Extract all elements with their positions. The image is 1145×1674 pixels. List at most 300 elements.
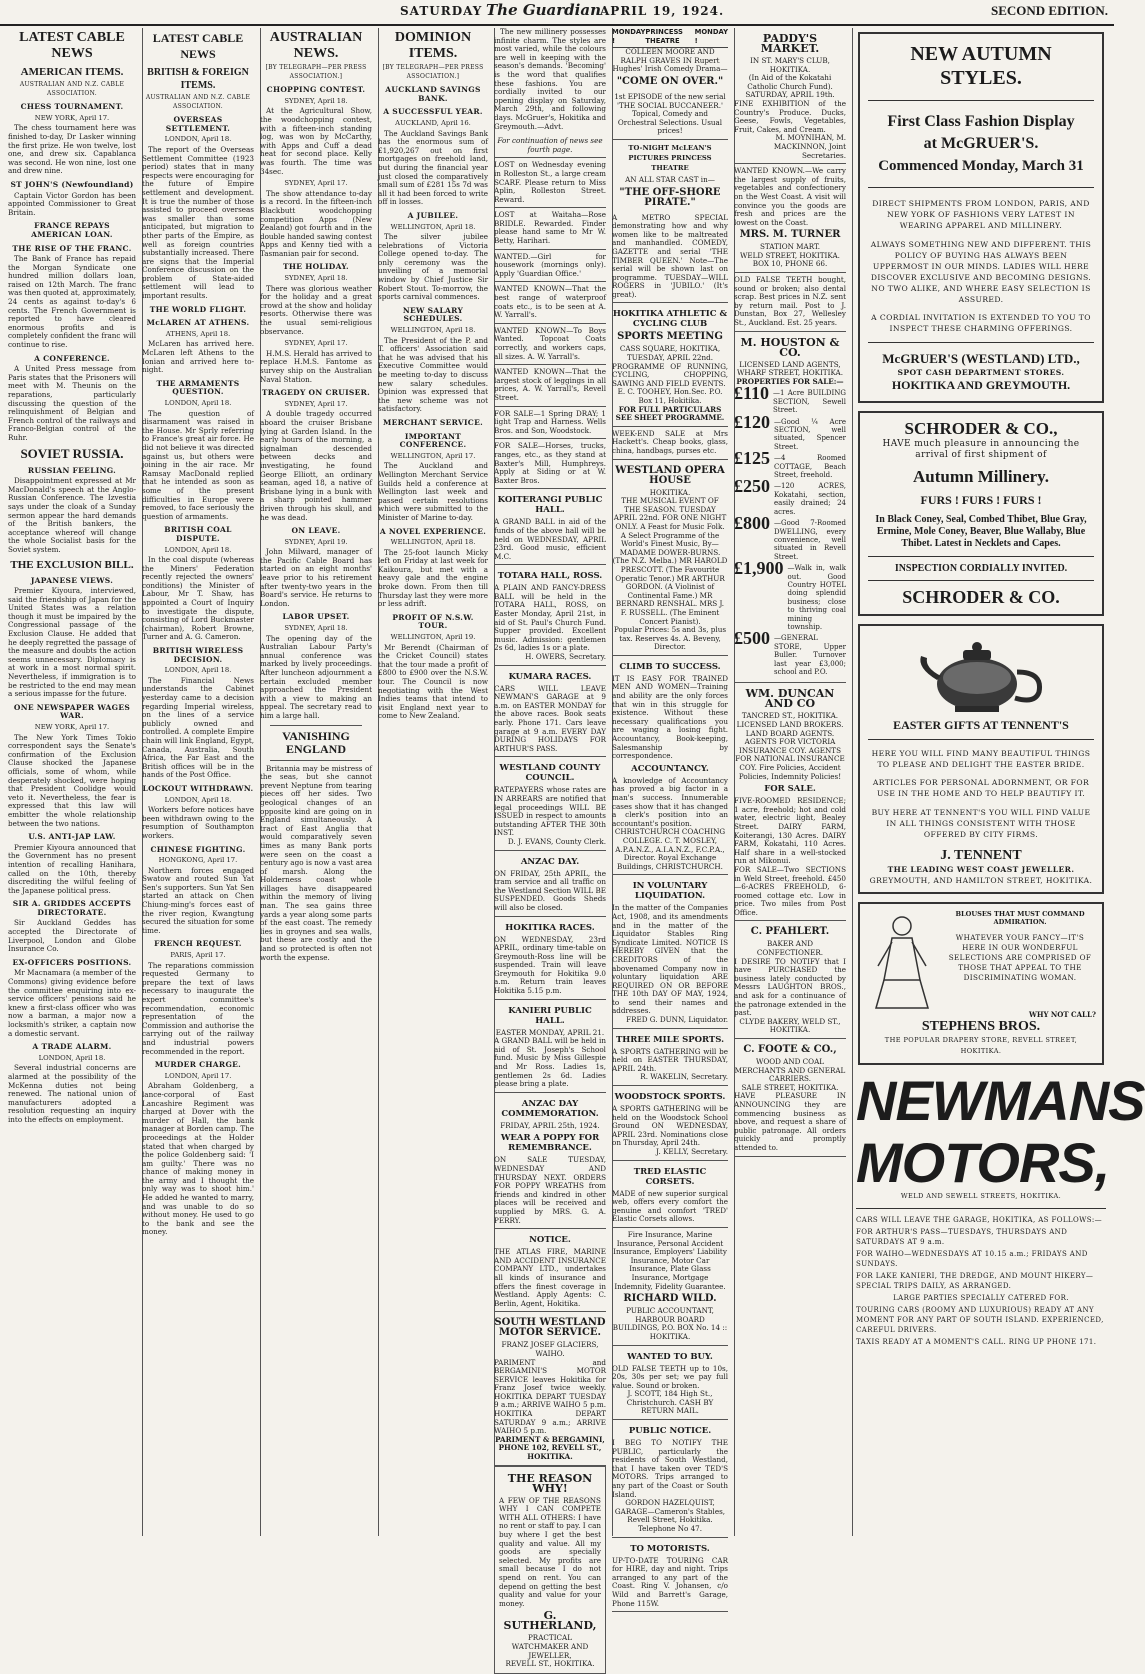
article-heading: TRAGEDY ON CRUISER. <box>261 388 371 398</box>
column-classifieds-2 <box>612 28 735 1608</box>
ad-text: In Black Coney, Seal, Combed Thibet, Blue Gray, Ermine, Mole Coney, Beaver, Blue Wallaby, Blue Thibet. Latest in Necklets and Capes. <box>875 514 1087 550</box>
dateline: WELLINGTON, April 17. <box>390 451 476 460</box>
ad-heading: IN VOLUNTARY LIQUIDATION. <box>632 881 708 902</box>
sports-ad <box>612 1086 728 1161</box>
newmans-logo: NEWMANS <box>856 1068 1145 1132</box>
article-heading: THE RISE OF THE FRANC. <box>12 243 132 253</box>
ad-footer: FOR FULL PARTICULARS SEE SHEET PROGRAMME. <box>615 404 725 423</box>
wanted-ad: WANTED.—Girl for housework (mornings only). Apply 'Guardian Office.' <box>494 250 606 283</box>
ad-heading: WESTLAND OPERA HOUSE <box>615 464 725 486</box>
article-heading: MERCHANT SERVICE. <box>383 417 483 427</box>
ad-text: A GRAND BALL in aid of the funds of the above hall will be held on WEDNESDAY, APRIL 23rd. Good music, efficient M.C. <box>494 517 606 561</box>
ad-text: ARTICLES FOR PERSONAL ADORNMENT, OR FOR USE IN THE HOME AND TO HELP BEAUTIFY IT. <box>872 778 1090 799</box>
ad-text: PUBLIC ACCOUNTANT, HARBOUR BOARD BUILDINGS, P.O. BOX No. 14 :: HOKITIKA. <box>612 1306 728 1341</box>
ad-text: A FEW OF THE REASONS WHY I CAN COMPETE WITH ALL OTHERS: I have no rent or staff to pay. I can buy where I get the best quality and value. All my goods are specially selected. My profits are small because I do not spend on rent. You can depend on getting the best quality and value for your money. <box>499 1495 601 1608</box>
masthead-title: The Guardian <box>486 1 601 19</box>
property-description: —GENERAL STORE, Upper Buller. Turnover last year £3,000; school and P.O. <box>774 634 846 676</box>
ad-text: 1st EPISODE of the new serial 'THE SOCIAL BUCCANEER.' Topical, Comedy and Orchestral Selections. Usual prices! <box>612 90 728 140</box>
ad-signature: GORDON HAZELQUIST, GARAGE—Cameron's Stables, Revell Street, Hokitika. Telephone No 47. <box>614 1498 726 1533</box>
property-price: £120 <box>734 411 770 432</box>
dateline: NEW YORK, April 17. <box>34 113 110 122</box>
ad-text: DIRECT SHIPMENTS FROM LONDON, PARIS, AND NEW YORK OF FASHIONS VERY LATEST IN WEARING APPAREL AND MILLINERY. <box>872 199 1090 230</box>
ad-date: SATURDAY, APRIL 19th. <box>745 90 835 100</box>
ad-subheading: THE POPULAR DRAPERY STORE, REVELL STREET, HOKITIKA. <box>884 1035 1078 1055</box>
ad-heading: HOKITIKA RACES. <box>505 922 595 933</box>
article-heading: PROFIT OF N.S.W. TOUR. <box>392 612 474 631</box>
article-text: A United Press message from Paris states that the Prisoners will meet with M. Theunis on the reparations, particularly discussing the question of the relinquishment of Belgian and French control of the railways and Franco-Belgian control of the Ruhr. <box>8 364 136 442</box>
ad-signature: E. C. TOOHEY, Hon.Sec. P.O. Box 11, Hokitika. <box>617 387 723 406</box>
ad-text: WANTED KNOWN.—We carry the largest supply of fruits, vegetables and confectionery on the West Coast. A visit will convince you the goods are fresh and prices are the lowest on the Coast. <box>734 166 846 227</box>
theatre-strip <box>612 28 728 48</box>
ad-heading: THE REASON WHY! <box>507 1471 593 1495</box>
article-heading: OVERSEAS SETTLEMENT. <box>165 115 231 133</box>
article-text: The report of the Overseas Settlement Committee (1923 period) states that in many respects were encouraging for the future of Empire settlement and development. It is true the number of those assisted to proceed overseas was smaller than some anticipated, but migration to other parts of the Empire, as well as foreign countries substantially increased. There are signs that the Imperial Conference discussion on the problem of State-aided settlement will lead to important results. <box>142 144 254 301</box>
ad-heading: at McGRUER'S. <box>923 135 1039 152</box>
ad-text: WHY NOT CALL? <box>1029 1009 1096 1019</box>
article-text: The chess tournament here was finished to-day, Dr Lasker winning the first prize. He won twelve, lost one, and drew six. Capablanca was second. He won nine, lost one and drew nine. <box>8 123 136 176</box>
property-description: —Walk in, walk out. Good Country HOTEL doing splendid business; close to thriving coal mining township. <box>787 564 846 631</box>
ad-heading: WANTED TO BUY. <box>627 1351 713 1362</box>
market-ad <box>734 28 846 164</box>
ad-signature: J. KELLY, Secretary. <box>656 1147 728 1156</box>
article-heading: NEW SALARY SCHEDULES. <box>402 305 464 324</box>
article-text: The question of disarmament was raised in the House. Mr Sprly referring to France's great air force. He did not believe it was directed against us, but others were joining in the air race. Mr Ramsay MacDonald replied that he intended as soon as some of the present difficulties in Europe were removed, to face seriously the question of armaments. <box>142 408 254 521</box>
ad-heading: KUMARA RACES. <box>508 671 592 682</box>
article-heading: A JUBILEE. <box>407 210 459 220</box>
article-heading: THE ARMAMENTS QUESTION. <box>156 378 240 397</box>
section-heading: SOVIET RUSSIA. <box>20 445 124 461</box>
article-subheading: IMPORTANT CONFERENCE. <box>399 431 467 450</box>
ad-signature: FRED G. DUNN, Liquidator. <box>626 1015 728 1025</box>
ad-text: FIVE-ROOMED RESIDENCE; 1 acre, freehold; hot and cold water, electric light, Bealey Street. DAIRY FARM, Koiterangi, 130 Acres. DAIRY FARM, Kokatahi, 110 Acres. Half share in a well-stocked run at Mikonui. <box>734 796 846 866</box>
ad-text: A CORDIAL INVITATION IS EXTENDED TO YOU TO INSPECT THESE CHARMING OFFERINGS. <box>871 313 1091 334</box>
ad-text: TOURING CARS (ROOMY AND LUXURIOUS) READY AT ANY MOMENT FOR ANY PART OF SOUTH ISLAND. EXPERIENCED, CAREFUL DRIVERS. <box>856 1305 1104 1334</box>
article-text: The new millinery possesses infinite charm. The styles are most varied, while the colours are well in keeping with the season's demands. 'Becoming' is the word that qualifies these fashions. You are cordially invited to our opening display on Saturday, March 29th, and following days. McGruer's, Hokitika and Greymouth.—Advt. <box>494 27 606 131</box>
dateline: ATHENS, April 18. <box>165 329 231 338</box>
ad-heading: BLOUSES THAT MUST COMMAND ADMIRATION. <box>955 909 1085 926</box>
ad-heading: Autumn Millinery. <box>912 467 1049 487</box>
dateline: SYDNEY, April 19. <box>284 537 348 546</box>
ad-text: PARIMENT and BERGAMINI'S MOTOR SERVICE leaves Hokitika for Franz Josef twice weekly. HOKITIKA DEPART TUESDAY 9 a.m.; ARRIVE WAIHO 5 p.m. HOKITIKA DEPART SATURDAY 9 a.m.; ARRIVE WAIHO 5 p.m. <box>494 1357 606 1436</box>
corsets-ad <box>612 1161 728 1228</box>
dateline: SYDNEY, April 17. <box>284 179 348 188</box>
ad-text: OLD FALSE TEETH up to 10s, 20s, 30s per set; we pay full value. Sound or broken. <box>612 1363 728 1390</box>
article-text: Northern forces engaged Swatow and routed Sun Yat Sen's supporters. Sun Yat Sen started an attack on Chen Chiung-ming's forces east of the river region, Kwangtung secured the situation for some time. <box>142 865 254 935</box>
property-description: —Good 7-Roomed DWELLING, every convenience, well situated in Revell Street. <box>774 519 846 561</box>
mcgruers-ad <box>858 32 1104 403</box>
film-title: "THE OFF-SHORE PIRATE." <box>619 186 721 208</box>
ad-text: HAVE much pleasure in announcing the arrival of first shipment of <box>882 439 1080 461</box>
dateline: WELLINGTON, April 19. <box>390 633 476 642</box>
dateline: PARIS, April 17. <box>170 951 226 960</box>
column-heading: DOMINION ITEMS. <box>394 30 472 61</box>
property-price: £110 <box>734 383 770 404</box>
column-display-ads <box>856 28 1145 1536</box>
ad-text: IT IS EASY FOR TRAINED MEN AND WOMEN—Training and ability are the only forces that win in this struggle for existence. Without these necessary qualifications you are waging a losing fight. Accountancy, Book-keeping, Salesmanship by correspondence. <box>612 673 728 761</box>
agency-line: [BY TELEGRAPH—PER PRESS ASSOCIATION.] <box>265 64 367 80</box>
ad-text: FINE EXHIBITION of the Country's Produce. Ducks, Geese, Fowls, Vegetables, Fruit, Cakes, and Cream. <box>734 98 846 134</box>
ad-signature: J. SCOTT, 184 High St., Christchurch. CASH BY RETURN MAIL. <box>626 1389 714 1416</box>
ad-text: A knowledge of Accountancy has proved a big factor in a man's success. Innumerable cases show that it has changed a clerk's position into an accountant's position. <box>612 775 728 828</box>
ad-text: WELD STREET, HOKITIKA. BOX 10, PHONE 66. <box>740 250 840 269</box>
article-heading: ONE NEWSPAPER WAGES WAR. <box>13 702 131 721</box>
column-british-items <box>142 28 261 1536</box>
continuation-note: For continuation of news see fourth page. <box>494 134 606 158</box>
article-heading: U.S. ANTI-JAP LAW. <box>28 832 116 842</box>
ad-text: HAVE PLEASURE IN ANNOUNCING they are commencing business as above, and request a share of public patronage. All orders quickly and promptly attended to. <box>734 1091 846 1152</box>
property-item <box>734 628 846 676</box>
article-heading: BRITISH COAL DISPUTE. <box>164 525 232 543</box>
ball-ad <box>494 565 606 665</box>
wanted-ad <box>612 1346 728 1421</box>
ad-heading: PUBLIC NOTICE. <box>628 1426 712 1437</box>
film-title: "COME ON OVER." <box>616 75 724 87</box>
ad-subheading: IN ST. MARY'S CLUB, HOKITIKA. <box>750 56 830 74</box>
dateline: NEW YORK, April 17. <box>34 723 110 731</box>
council-notice <box>494 757 606 850</box>
article-text: The President of the P. and T. officers' Association said that he was advised that his Executive Committee would be meeting to-day to discuss new salary schedules. Opinion was expressed that the new scheme was not satisfactory. <box>378 335 488 414</box>
ball-ad <box>494 1000 606 1093</box>
article-text: The New York Times Tokio correspondent says the Senate's confirmation of the Exclusion Clause shocked the Japanese officials, some of whom, while desperately shocked, were hoping that President Coolidge would veto it. Nevertheless, the fear is expressed that this law will embitter the whole relationship between the two nations. <box>8 732 136 828</box>
ad-text: TAXIS READY AT A MOMENT'S CALL. RING UP PHONE 171. <box>856 1337 1097 1346</box>
newmans-ad <box>856 1068 1145 1347</box>
ad-text: PROGRAMME OF RUNNING, CYCLING, CHOPPING, SAWING AND FIELD EVENTS. <box>612 361 728 388</box>
ad-signature: PARIMENT & BERGAMINI, PHONE 102, REVELL ST., HOKITIKA. <box>495 1434 605 1462</box>
ad-signature: CLYDE BAKERY, WELD ST., HOKITIKA. <box>739 1016 841 1035</box>
dateline: SYDNEY, April 17. <box>284 399 348 408</box>
article-heading: A NOVEL EXPERIENCE. <box>379 526 487 536</box>
ad-heading: McGRUER'S (WESTLAND) LTD., <box>882 351 1080 367</box>
article-text: Sir Auckland Geddes has accepted the Directorate of Liverpool, London and Globe Insurance Co. <box>8 918 136 954</box>
ad-text: UP-TO-DATE TOURING CAR for HIRE, day and night. Trips arranged to any part of the Coast. Ring V. Johansen, c/o Wild and Barrett's Garage, Phone 115W. <box>612 1555 728 1608</box>
college-ad <box>612 656 728 875</box>
property-description: —1 Acre BUILDING SECTION, Sewell Street. <box>773 389 846 415</box>
ad-text: In the matter of the Companies Act, 1908, and its amendments and in the matter of the Liquidator Stables Ring Syndicate Limited. NOTICE IS HEREBY GIVEN that the CREDITORS of the abovenamed Company now in voluntary liquidation ARE REQUIRED ON OR BEFORE THE 10th DAY OF MAY, 1924, to send their names and addresses. <box>612 903 728 1016</box>
ad-text: FOR LAKE KANIERI, THE DREDGE, AND MOUNT HIKERY—SPECIAL TRIPS DAILY, AS ARRANGED. <box>856 1271 1094 1290</box>
ad-address: WELD AND SEWELL STREETS, HOKITIKA. <box>900 1191 1062 1200</box>
article-text: A double tragedy occurred aboard the cruiser Brisbane lying at Garden Island. In the early hours of the morning, a signalman descended between decks and investigating, he found George Elliott, an ordinary seaman, aged 18, a native of Brisbane lying in a bunk with a sharp pointed hammer driven through his skull, and he was dead. <box>260 409 372 522</box>
ad-heading: RICHARD WILD. <box>623 1293 717 1305</box>
ad-heading: THREE MILE SPORTS. <box>615 1034 725 1045</box>
agency-line: AUSTRALIAN AND N.Z. CABLE ASSOCIATION. <box>19 81 125 97</box>
ad-text: BUY HERE AT TENNENT'S YOU WILL FIND VALUE IN ALL THINGS CONSISTENT WITH THOSE OFFERED BY CITY FIRMS. <box>871 807 1091 839</box>
masthead-edition: SECOND EDITION. <box>990 3 1108 18</box>
ad-subheading: FURS ! FURS ! FURS ! <box>920 493 1042 508</box>
ad-text: ON WEDNESDAY, 23rd APRIL, ordinary time-table on Greymouth-Ross line will be suspended. Train will leave Greymouth for Hokitika 9.0 a.m. Return train leaves Hokitika 5.15 p.m. <box>494 934 606 996</box>
land-agent-ad <box>734 332 846 684</box>
tennent-ad <box>858 624 1104 893</box>
ad-text: INSPECTION CORDIALLY INVITED. <box>894 563 1068 575</box>
ad-date: CASS SQUARE, HOKITIKA, TUESDAY, APRIL 22nd. <box>619 344 721 363</box>
ad-heading: Commenced Monday, March 31 <box>878 158 1084 174</box>
article-heading: CHOPPING CONTEST. <box>266 85 366 95</box>
article-text: There was glorious weather for the holiday and a great crowd at the show and holiday resorts. Otherwise there was the usual semi-religious observance. <box>260 283 372 336</box>
strip-right: MONDAY ! <box>694 28 728 45</box>
ad-address: REVELL ST., HOKITIKA. <box>505 1659 595 1669</box>
column-american-items <box>8 28 143 1536</box>
ad-text: A SPORTS GATHERING will be held on the Woodstock School Ground ON WEDNESDAY, APRIL 23rd. Nominations close on Thursday, April 24th. <box>612 1104 728 1148</box>
article-heading: CHESS TOURNAMENT. <box>20 102 124 112</box>
ad-subheading: THE LEADING WEST COAST JEWELLER. <box>887 864 1075 874</box>
ad-heading: FOR SALE. <box>764 784 816 795</box>
bakery-ad <box>734 921 846 1039</box>
article-text: Britannia may be mistress of the seas, but she cannot prevent Neptune from tearing pieces off her sides. Two geological changes of an opposite kind are going on in England simultaneously. A tract of East Anglia that would comparatively seven times as many Bank ports were seen on the coast a century ago is now a vast area of marsh. Along the Holderness coast whole villages have disappeared within the memory of living man. The sea gains three yards a year along some parts of the east coast. The remedy lies in groynes and sea walls, but these are costly and the land so protected is often not worth the expense. <box>260 763 372 962</box>
property-item <box>734 513 846 561</box>
ad-signature: G. SUTHERLAND, <box>503 1609 597 1633</box>
article-heading: FRANCE REPAYS AMERICAN LOAN. <box>31 221 113 239</box>
article-heading: VANISHING ENGLAND <box>282 728 350 756</box>
ad-text: CARS WILL LEAVE NEWMAN'S GARAGE at 9 a.m. on EASTER MONDAY for the above races. Book seats early. Phone 171. Cars leave garage at 9 a.m. EVERY DAY DURING HOLIDAYS FOR ARTHUR'S PASS. <box>494 683 606 753</box>
wanted-ad: WANTED KNOWN—That the largest stock of leggings in all prices, A. W. Yarrall's, Revell Street. <box>494 365 606 406</box>
article-text: The Financial News understands the Cabinet yesterday came to a decision regarding Imperial wireless, on the lines of a service publicly owned and controlled. A complete Empire chain will link England, Egypt, Canada, Australia, South Africa, the Far East and the British offices will be in the hands of the Post Office. <box>142 675 254 780</box>
insurance-notice <box>494 1229 606 1312</box>
dateline: LONDON, April 18. <box>164 399 232 407</box>
article-text: Abraham Goldenberg, a lance-corporal of East Lancashire Regiment was charged at Dover with the murder of Hall, the bank manager at Borden camp. The proceedings at the Holder stated that when charged by the police Goldenberg said: 'I am guilty.' There was no chance of making money in the army and I thought the only way was to shoot him.' He added he wanted to marry, and was unable to do so without money. He used to go to the bank and see the money. <box>142 1081 254 1237</box>
public-notice <box>612 1420 728 1538</box>
article-heading: CHINESE FIGHTING. <box>150 844 246 854</box>
ad-heading: SOUTH WESTLAND MOTOR SERVICE. <box>494 1317 606 1339</box>
column-heading: LATEST CABLE NEWS <box>19 30 125 61</box>
ad-heading: PADDY'S MARKET. <box>760 32 820 55</box>
agency-line: [BY TELEGRAPH—PER PRESS ASSOCIATION.] <box>382 64 484 80</box>
newmans-logo: MOTORS, <box>856 1130 1110 1194</box>
motor-service-ad <box>494 1312 606 1465</box>
ad-heading: HOKITIKA ATHLETIC & CYCLING CLUB <box>612 309 728 330</box>
ad-heading: WOODSTOCK SPORTS. <box>614 1092 726 1103</box>
masthead-day: SATURDAY <box>400 4 483 18</box>
property-price: £250 <box>734 476 770 497</box>
masthead-date: APRIL 19, 1924. <box>600 4 725 18</box>
ad-text: MADE of new superior surgical web, offers every comfort the genuine and comfort 'TRED' Elastic Corsets allows. <box>612 1188 728 1224</box>
mart-ad <box>734 164 846 273</box>
accountant-ad <box>612 1228 728 1346</box>
ad-text: ALWAYS SOMETHING NEW AND DIFFERENT. THIS POLICY OF BUYING HAS ALWAYS BEEN UPPERMOST IN OUR MINDS. LADIES WILL HERE DISCOVER EXCLUSIVE AND BECOMING DESIGNS. NO TWO ALIKE, AND WHERE EASY SELECTION IS ASSURED. <box>870 239 1092 304</box>
article-heading: RUSSIAN FEELING. <box>27 465 117 475</box>
dateline: WELLINGTON, April 18. <box>390 538 476 547</box>
dateline: LONDON, April 18. <box>164 795 232 804</box>
article-text: The Bank of France has repaid the Morgan Syndicate one hundred million dollars loan, raised on 12th March. The franc was then quoted at, approximately, 24 cents as against to-day's 6 cents. The French Government is reported to have cleared enormous profits and is completely confident the franc will continue to rise. <box>8 254 136 350</box>
masthead <box>0 0 1114 26</box>
ad-text: HERE YOU WILL FIND MANY BEAUTIFUL THINGS TO PLEASE AND DELIGHT THE EASTER BRIDE. <box>871 748 1091 769</box>
article-text: Workers before notices have been withdrawn owing to the resumption of Southampton workers. <box>142 805 254 840</box>
for-sale-ad: FOR SALE—1 Spring DRAY; 1 light Trap and Harness. Wells Bros. and Son, Woodstock. <box>494 407 606 440</box>
article-text: The opening day of the Australian Labour Party's annual conference was marked by lively proceedings. After luncheon adjournment a certain excluded member approached the President with a view to making an appeal. The secretary read to him a large hall. <box>260 633 372 720</box>
strip-mid: PRINCESS THEATRE <box>645 28 683 45</box>
ad-signature: M. MOYNIHAN, M. MACKINNON, Joint Secretaries. <box>773 133 846 160</box>
ad-address: GREYMOUTH, AND HAMILTON STREET, HOKITIKA. <box>869 875 1093 885</box>
property-description: —4 Roomed COTTAGE, Beach Street, freehold. <box>774 454 846 480</box>
divider <box>270 725 362 726</box>
dateline: SYDNEY, April 18. <box>284 274 348 283</box>
ad-heading: J. TENNENT <box>940 847 1022 863</box>
schroder-ad <box>858 411 1104 616</box>
property-item <box>734 476 846 516</box>
ad-heading: M. HOUSTON & CO. <box>740 335 840 359</box>
ad-heading: TO MOTORISTS. <box>630 1543 710 1554</box>
article-text: The silver jubilee celebrations of Victoria College opened to-day. The only ceremony was the unveiling of a memorial window by Chief Justice Sir Robert Stout. To-morrow, the sports carnival commences. <box>378 232 488 302</box>
ad-text: A METRO SPECIAL demonstrating how and why women like to be maltreated and manhandled. COMEDY, GAZETTE and serial 'THE TIMBER QUEEN.' Note—The serial will be shown last on programme. TUESDAY—WILL ROGERS in 'JUBILO.' (It's great). <box>612 211 728 304</box>
property-price: £1,900 <box>734 558 784 579</box>
article-text: Disappointment expressed at Mr MacDonald's speech at the Anglo-Russian Conference. The Izvestia says under the cloak of a Sunday sermon appear the hard demands of the British bankers, the acceptance whereof will change the whole Socialist basis for the Soviet system. <box>8 476 136 554</box>
races-ad <box>494 666 606 758</box>
motorists-ad <box>612 1538 728 1613</box>
article-heading: FRENCH REQUEST. <box>154 939 242 949</box>
property-description: —120 ACRES, Kokatahi, section, easily drained; 24 acres. <box>774 482 846 516</box>
ad-heading: NEW AUTUMN STYLES. <box>910 43 1052 89</box>
ad-subheading: SPORTS MEETING <box>617 331 723 343</box>
article-heading: EX-OFFICERS POSITIONS. <box>12 957 132 967</box>
ad-heading: ACCOUNTANCY. <box>631 763 709 774</box>
ad-signature: R. WAKELIN, Secretary. <box>640 1072 728 1082</box>
ad-footer: SCHRODER & CO. <box>902 587 1060 608</box>
liquidation-notice <box>612 875 728 1028</box>
property-item <box>734 558 846 631</box>
ad-subheading: PRACTICAL WATCHMAKER AND JEWELLER, <box>511 1633 589 1660</box>
ad-text: RATEPAYERS whose rates are IN ARREARS are notified that legal proceedings WILL BE ISSUED in respect to amounts outstanding AFTER THE 30th INST. <box>494 785 606 838</box>
article-heading: THE HOLIDAY. <box>283 262 349 272</box>
ad-signature: D. J. EVANS, County Clerk. <box>507 836 606 846</box>
ad-heading: SCHRODER & CO., <box>904 419 1058 439</box>
dateline: LONDON, April 18. <box>164 545 232 554</box>
property-description: —Good ¼ Acre SECTION, well situated, Spencer Street. <box>774 417 846 451</box>
dateline: AUCKLAND, April 16. <box>395 118 471 127</box>
ad-heading: CLIMB TO SUCCESS. <box>619 661 721 672</box>
ad-text: CARS WILL LEAVE THE GARAGE, HOKITIKA, AS FOLLOWS:— <box>856 1215 1103 1224</box>
article-text: McLaren has arrived here. McLaren left Athens to the Ionian and arrived here to-night. <box>142 339 254 375</box>
article-subheading: A SUCCESSFUL YEAR. <box>383 107 483 117</box>
article-text: Premier Kiyoura announced that the Government has no present intention of recalling Hanihara, called on the 10th, thereby discrediting the wilful feeling of the Japanese political press. <box>8 842 136 895</box>
ad-heading: TRED ELASTIC CORSETS. <box>633 1166 707 1187</box>
article-heading: A TRADE ALARM. <box>32 1042 112 1052</box>
ad-subheading: TANCRED ST., HOKITIKA. <box>741 711 839 721</box>
column-classifieds-1 <box>494 27 613 1669</box>
ad-text: FOR SALE—Two SECTIONS in Weld Street, freehold. £450—6-ACRES FREEHOLD, 6-roomed cottage etc. Low in price. Two miles from Post Office. <box>734 864 846 917</box>
ad-text: FOR ARTHUR'S PASS—TUESDAYS, THURSDAYS AND SATURDAYS AT 9 a.m. <box>856 1227 1068 1246</box>
article-text: At the Agricultural Show, the woodchopping contest, with a fifteen-inch standing log, was won by McCarthy, with Apps and Cuff a dead heat for second place. Kelly was fourth. The time was 34sec. <box>260 106 372 176</box>
section-heading: THE EXCLUSION BILL. <box>10 558 134 571</box>
ad-signature: H. OWERS, Secretary. <box>525 652 606 662</box>
article-text: In the coal dispute (whereas the Miners' Federation recently rejected the owners' conditions) the Minister of Labour, Mr T. Shaw, has appointed a Court of Inquiry to investigate the dispute, consisting of Lord Buckmaster (chairman), Robert Browne, Turner and A. G. Cameron. <box>142 555 254 642</box>
ad-heading: WESTLAND COUNTY COUNCIL. <box>499 763 601 784</box>
false-teeth-ad: OLD FALSE TEETH bought, sound or broken; also dental scrap. Best prices in N.Z. sent by return mail. Post to J. Dunstan, Box 27, Wellesley St., Auckland. Est. 25 years. <box>734 273 846 332</box>
dateline: LONDON, April 18. <box>164 666 232 675</box>
property-item <box>734 383 846 415</box>
races-notice <box>494 917 606 1000</box>
ad-subheading: LICENSED LAND AGENTS, WHARF STREET, HOKITIKA. <box>736 359 843 378</box>
ad-heading: C. FOOTE & CO., <box>743 1044 837 1055</box>
article-text: H.M.S. Herald has arrived to replace H.M.S. Fantome as survey ship on the Australian Naval Station. <box>260 348 372 384</box>
anzac-notice <box>494 851 606 917</box>
ad-text: A SPORTS GATHERING will be held on EASTER THURSDAY, APRIL 24th. <box>612 1046 728 1073</box>
ad-text: LICENSED LAND BROKERS. LAND BOARD AGENTS. AGENTS FOR VICTORIA INSURANCE COY. AGENTS FOR NATIONAL INSURANCE COY. Fire Policies, Accident Policies, Indemnity Policies! <box>735 720 845 781</box>
lost-ad: LOST on Wednesday evening in Rolleston St., a large cream SCARF. Please return to Miss Aplin, Rolleston Street. Reward. <box>494 158 606 208</box>
stephens-ad <box>858 902 1104 1065</box>
article-text: Premier Kiyoura, interviewed, said the friendship of Japan for the United States was a relation though it must be impaired by the Congressional passage of the Exclusion Clause. He added that he deeply regretted the passage of the measure and doubts the action seems unnecessary. Diplomacy is at work in a most normal spirit. Nevertheless, if immigration is to be restricted to the end may mean a serious impasse for the future. <box>8 586 136 699</box>
column-classifieds-3 <box>734 28 853 1536</box>
column-heading: LATEST CABLE NEWS <box>152 31 244 61</box>
ad-heading: TOTARA HALL, ROSS. <box>497 571 603 582</box>
watchmaker-ad <box>494 1466 606 1674</box>
article-text: Several industrial concerns are alarmed at the possibility of the McKenna duties not being renewed. The national union of manufacturers adopted a resolution requesting an inquiry into the effects on employment. <box>8 1063 136 1124</box>
ad-heading: STEPHENS BROS. <box>921 1018 1041 1034</box>
ad-subheading: STATION MART. <box>759 242 821 252</box>
article-heading: JAPANESE VIEWS. <box>30 575 114 585</box>
column-dominion-items <box>378 28 495 1536</box>
ad-heading: MRS. M. TURNER <box>739 229 841 241</box>
property-price: £800 <box>734 513 770 534</box>
section-heading: AMERICAN ITEMS. <box>20 66 124 78</box>
ad-heading: ANZAC DAY. <box>520 856 580 867</box>
dateline: WELLINGTON, April 18. <box>390 222 476 231</box>
column-heading: AUSTRALIAN NEWS. <box>269 30 363 61</box>
agency-line: AUSTRALIAN AND N.Z. CABLE ASSOCIATION. <box>145 94 251 110</box>
wanted-ad: WANTED KNOWN—To Boys Wanted. Topcoat Coats correctly, and workers caps, all sizes. A. W. Yarrall's. <box>494 324 606 365</box>
dateline: SYDNEY, April 18. <box>284 624 348 633</box>
sports-ad <box>612 303 728 426</box>
ad-text: ON SALE TUESDAY, WEDNESDAY AND THURSDAY NEXT. ORDERS FOR POPPY WREATHS from friends and kindred in other places will be received and supplied by MRS. G. A. PERRY. <box>494 1155 606 1225</box>
ad-subheading: (In Aid of the Kokatahi Catholic Church Fund). <box>747 73 833 91</box>
ad-prices: Popular Prices: 5s and 3s, plus tax. Reserves 4s. A. Beveny, Director. <box>613 625 727 652</box>
divider <box>270 760 362 761</box>
ad-subheading: SALE STREET, HOKITIKA. <box>741 1082 839 1092</box>
poppy-ad <box>494 1093 606 1229</box>
dateline: SYDNEY, April 18. <box>284 96 348 105</box>
property-item <box>734 411 846 452</box>
ad-text: THE MUSICAL EVENT OF THE SEASON. TUESDAY APRIL 22nd. FOR ONE NIGHT ONLY. A Feast for Music Folk. A Select Programme of the World's Finest Music, By— MADAME DOWER-BURNS. (The N.Z. Melba.) MR HAROLD PRESCOTT. (The Favourite Operatic Tenor.) MR ARTHUR GORDON. (A Violinist of Continental Fame.) MR BERNARD RENSHAL. MRS J. F. RUSSELL. (The Eminent Concert Pianist). <box>612 496 728 626</box>
section-heading: BRITISH & FOREIGN ITEMS. <box>147 67 249 91</box>
sports-ad <box>612 1029 728 1086</box>
article-heading: LOCKOUT WITHDRAWN. <box>142 783 254 793</box>
article-text: The 25-foot launch Micky left on Friday at last week for Kaikoura, but met with a heavy gale and the engine broke down. From then till Thursday last they were more or less adrift. <box>378 547 488 609</box>
article-heading: LABOR UPSET. <box>282 612 350 622</box>
strip-left: MONDAY ! <box>612 28 646 45</box>
ad-heading: WEAR A POPPY FOR REMEMBRANCE. <box>500 1133 600 1154</box>
dateline: LONDON, April 17. <box>164 1071 232 1080</box>
article-heading: A CONFERENCE. <box>34 353 110 363</box>
ad-text: WHATEVER YOUR FANCY—IT'S HERE IN OUR WONDERFUL SELECTIONS ARE COMPRISED OF THOSE THAT APPEAL TO THE DISCRIMINATING WOMAN. <box>948 932 1092 982</box>
dateline: SYDNEY, April 17. <box>284 339 348 348</box>
article-heading: THE WORLD FLIGHT. <box>149 304 247 314</box>
ad-subheading: PROPERTIES FOR SALE:— <box>736 376 844 386</box>
article-text: Captain Victor Gordon has been appointed Commissioner to Great Britain. <box>8 190 136 217</box>
article-heading: SIR A. GRIDDES ACCEPTS DIRECTORATE. <box>12 899 132 917</box>
article-heading: BRITISH WIRELESS DECISION. <box>152 646 244 664</box>
article-text: The Auckland Savings Bank has the enormous sum of £1,920,267 out on first mortgages on freehold land, but during the financial year just closed the comparatively small sum of £281 15s 7d was all it had been forced to write off in losses. <box>378 128 488 207</box>
ad-heading: EASTER GIFTS AT TENNENT'S <box>893 718 1069 733</box>
for-sale-ad: FOR SALE—Horses, trucks, ranges, etc., as they stand at Baxter's Mill, Humphreys. Apply at Siding or at W. Baxter Bros. <box>494 439 606 489</box>
sale-ad: WEEK-END SALE at Mrs Hackett's. Cheap books, glass, china, handbags, purses etc. <box>612 427 728 460</box>
article-text: The show attendance to-day is a record. In the fifteen-inch Blackbutt woodchopping competition Apps (New Zealand) got fourth and in the double handed sawing contest Apps and Kenny tied with a Tasmanian pair for second. <box>260 188 372 258</box>
dateline: LONDON, April 18. <box>38 1053 106 1062</box>
wanted-ad: WANTED KNOWN—That the best range of waterproof coats etc., is to be seen at A. W. Yarrall's. <box>494 282 606 323</box>
ad-heading: NOTICE. <box>529 1235 571 1246</box>
dateline: LONDON, April 18. <box>164 135 232 144</box>
ad-text: Fire Insurance, Marine Insurance, Personal Accident Insurance, Employers' Liability Insurance, Motor Car Insurance, Plate Glass Insurance, Mortgage Indemnity, Fidelity Guarantee. <box>613 1229 727 1291</box>
article-text: Mr Macnamara (a member of the Commons) giving evidence before the committee enquiring into ex-service officers' pensions said he knew a first-class officer who was now a barman, a major now a locksmith's striker, a captain now a domestic servant. <box>8 968 136 1038</box>
article-heading: MURDER CHARGE. <box>154 1060 242 1070</box>
property-price: £500 <box>734 628 770 649</box>
column-australian-news <box>260 28 379 1536</box>
ad-subheading: SPOT CASH DEPARTMENT STORES. <box>897 368 1065 378</box>
opera-house-ad <box>612 460 728 656</box>
ad-heading: ANZAC DAY COMMEMORATION. <box>501 1098 599 1119</box>
article-text: The Auckland and Wellington Merchant Service Guilds held a conference at Wellington last week and passed certain resolutions which were submitted to the Minister of Marine to-day. <box>378 461 488 522</box>
dateline: HONGKONG, April 17. <box>158 856 238 865</box>
ad-text: I BEG TO NOTIFY THE PUBLIC, particularly the residents of South Westland, that I have taken over TED'S MOTORS. Trips arranged to any part of the Coast or South Island. <box>612 1438 728 1499</box>
coal-merchant-ad <box>734 1039 846 1157</box>
ad-subheading: FRIDAY, APRIL 25th, 1924. <box>500 1120 600 1130</box>
ad-heading: KOITERANGI PUBLIC HALL. <box>497 495 603 516</box>
